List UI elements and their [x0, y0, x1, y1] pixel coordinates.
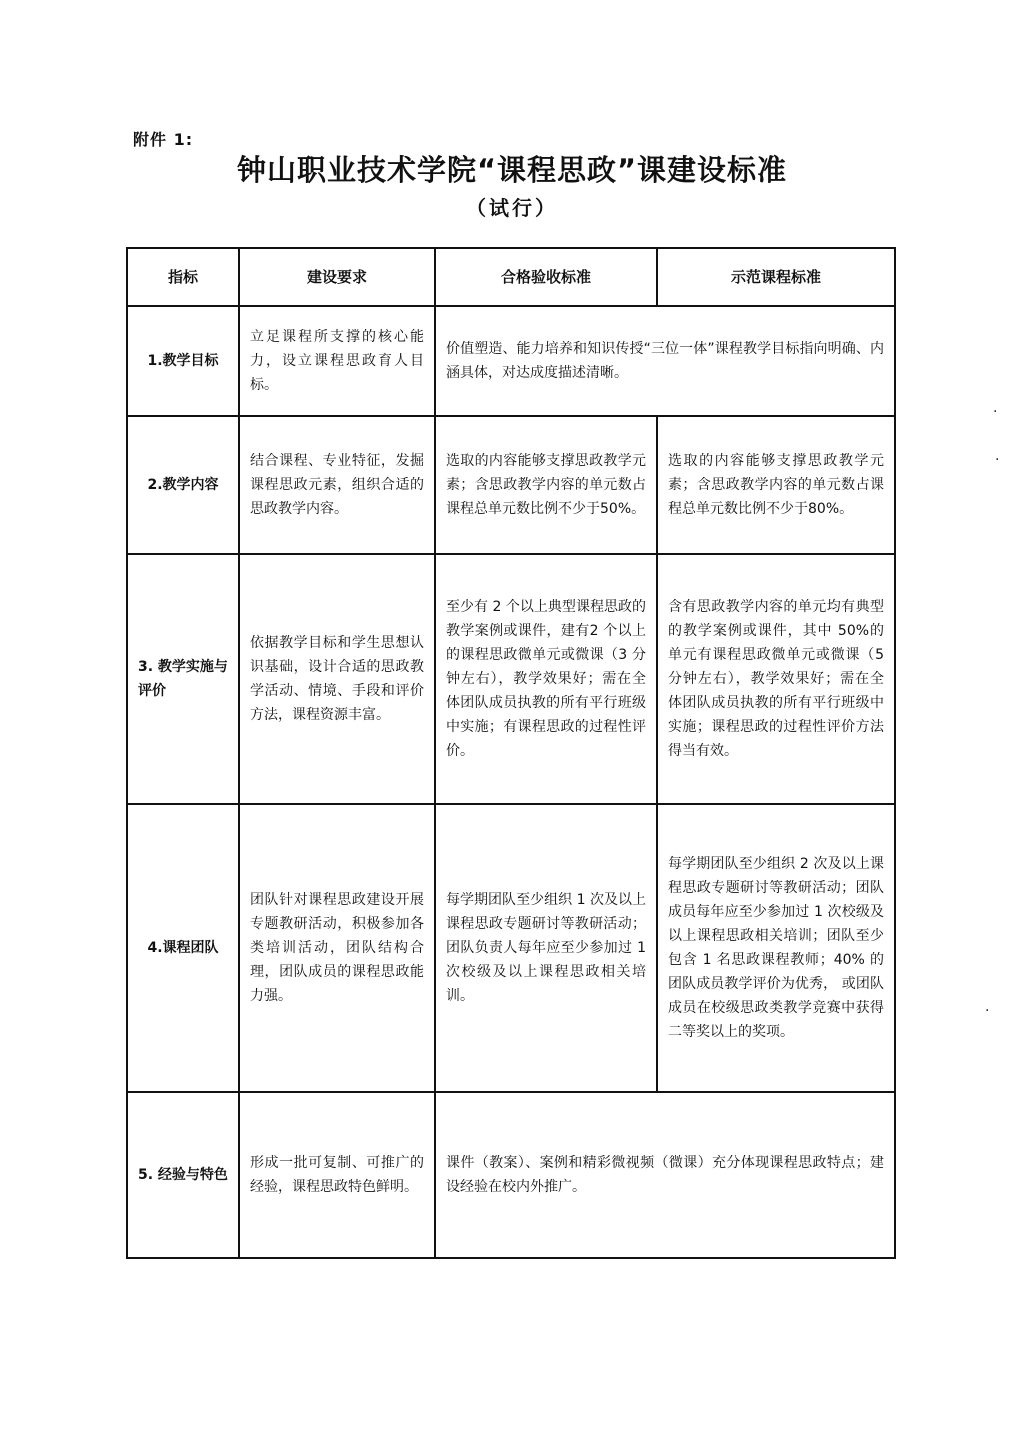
header-qualified: 合格验收标准 [435, 248, 657, 306]
row-3-demonstration: 含有思政教学内容的单元均有典型的教学案例或课件，其中 50%的单元有课程思政微单元或微课（5 分钟左右），教学效果好；需在全体团队成员执教的所有平行班级中实施；课程思政的过程性评价方法得当有效。 [657, 554, 895, 804]
row-4-qualified: 每学期团队至少组织 1 次及以上课程思政专题研讨等教研活动；团队负责人每年应至少参加过 1 次校级及以上课程思政相关培训。 [435, 804, 657, 1092]
row-4-demonstration: 每学期团队至少组织 2 次及以上课程思政专题研讨等教研活动；团队成员每年应至少参加过 1 次校级及以上课程思政相关培训；团队至少包含 1 名思政课程教师；40% 的团队成员教学评价为优秀， 或团队成员在校级思政类教学竞赛中获得二等奖以上的奖项。 [657, 804, 895, 1092]
row-1-requirement: 立足课程所支撑的核心能力，设立课程思政育人目标。 [239, 306, 435, 416]
table-row [127, 416, 895, 554]
header-indicator: 指标 [127, 248, 239, 306]
standards-table [126, 247, 896, 1259]
table-header-row [127, 248, 895, 306]
row-5-standard-merged: 课件（教案）、案例和精彩微视频（微课）充分体现课程思政特点；建设经验在校内外推广。 [435, 1092, 895, 1258]
scan-mark: · [995, 452, 1000, 468]
document-subtitle: （试行） [466, 196, 558, 220]
table-row [127, 804, 895, 1092]
header-demonstration: 示范课程标准 [657, 248, 895, 306]
row-3-requirement: 依据教学目标和学生思想认识基础，设计合适的思政教学活动、情境、手段和评价方法，课程资源丰富。 [239, 554, 435, 804]
row-4-requirement: 团队针对课程思政建设开展专题教研活动，积极参加各类培训活动，团队结构合理，团队成员的课程思政能力强。 [239, 804, 435, 1092]
row-2-requirement: 结合课程、专业特征，发掘课程思政元素，组织合适的思政教学内容。 [239, 416, 435, 554]
row-1-standard-merged: 价值塑造、能力培养和知识传授“三位一体”课程教学目标指向明确、内涵具体，对达成度描述清晰。 [435, 306, 895, 416]
row-4-indicator: 4.课程团队 [127, 804, 239, 1092]
row-2-demonstration: 选取的内容能够支撑思政教学元素；含思政教学内容的单元数占课程总单元数比例不少于80%。 [657, 416, 895, 554]
row-2-qualified: 选取的内容能够支撑思政教学元素；含思政教学内容的单元数占课程总单元数比例不少于50%。 [435, 416, 657, 554]
table-row [127, 1092, 895, 1258]
row-5-requirement: 形成一批可复制、可推广的经验，课程思政特色鲜明。 [239, 1092, 435, 1258]
scan-mark: · [985, 1003, 990, 1019]
row-1-indicator: 1.教学目标 [127, 306, 239, 416]
table-row [127, 554, 895, 804]
header-requirement: 建设要求 [239, 248, 435, 306]
table-row [127, 306, 895, 416]
row-2-indicator: 2.教学内容 [127, 416, 239, 554]
row-5-indicator: 5. 经验与特色 [127, 1092, 239, 1258]
attachment-label: 附件 1: [133, 130, 194, 149]
row-3-indicator: 3. 教学实施与评价 [127, 554, 239, 804]
document-title: 钟山职业技术学院“课程思政”课建设标准 [236, 153, 788, 187]
scan-mark: · [993, 404, 998, 420]
row-3-qualified: 至少有 2 个以上典型课程思政的教学案例或课件，建有2 个以上的课程思政微单元或微课（3 分钟左右），教学效果好；需在全体团队成员执教的所有平行班级中实施；有课程思政的过程性评价。 [435, 554, 657, 804]
